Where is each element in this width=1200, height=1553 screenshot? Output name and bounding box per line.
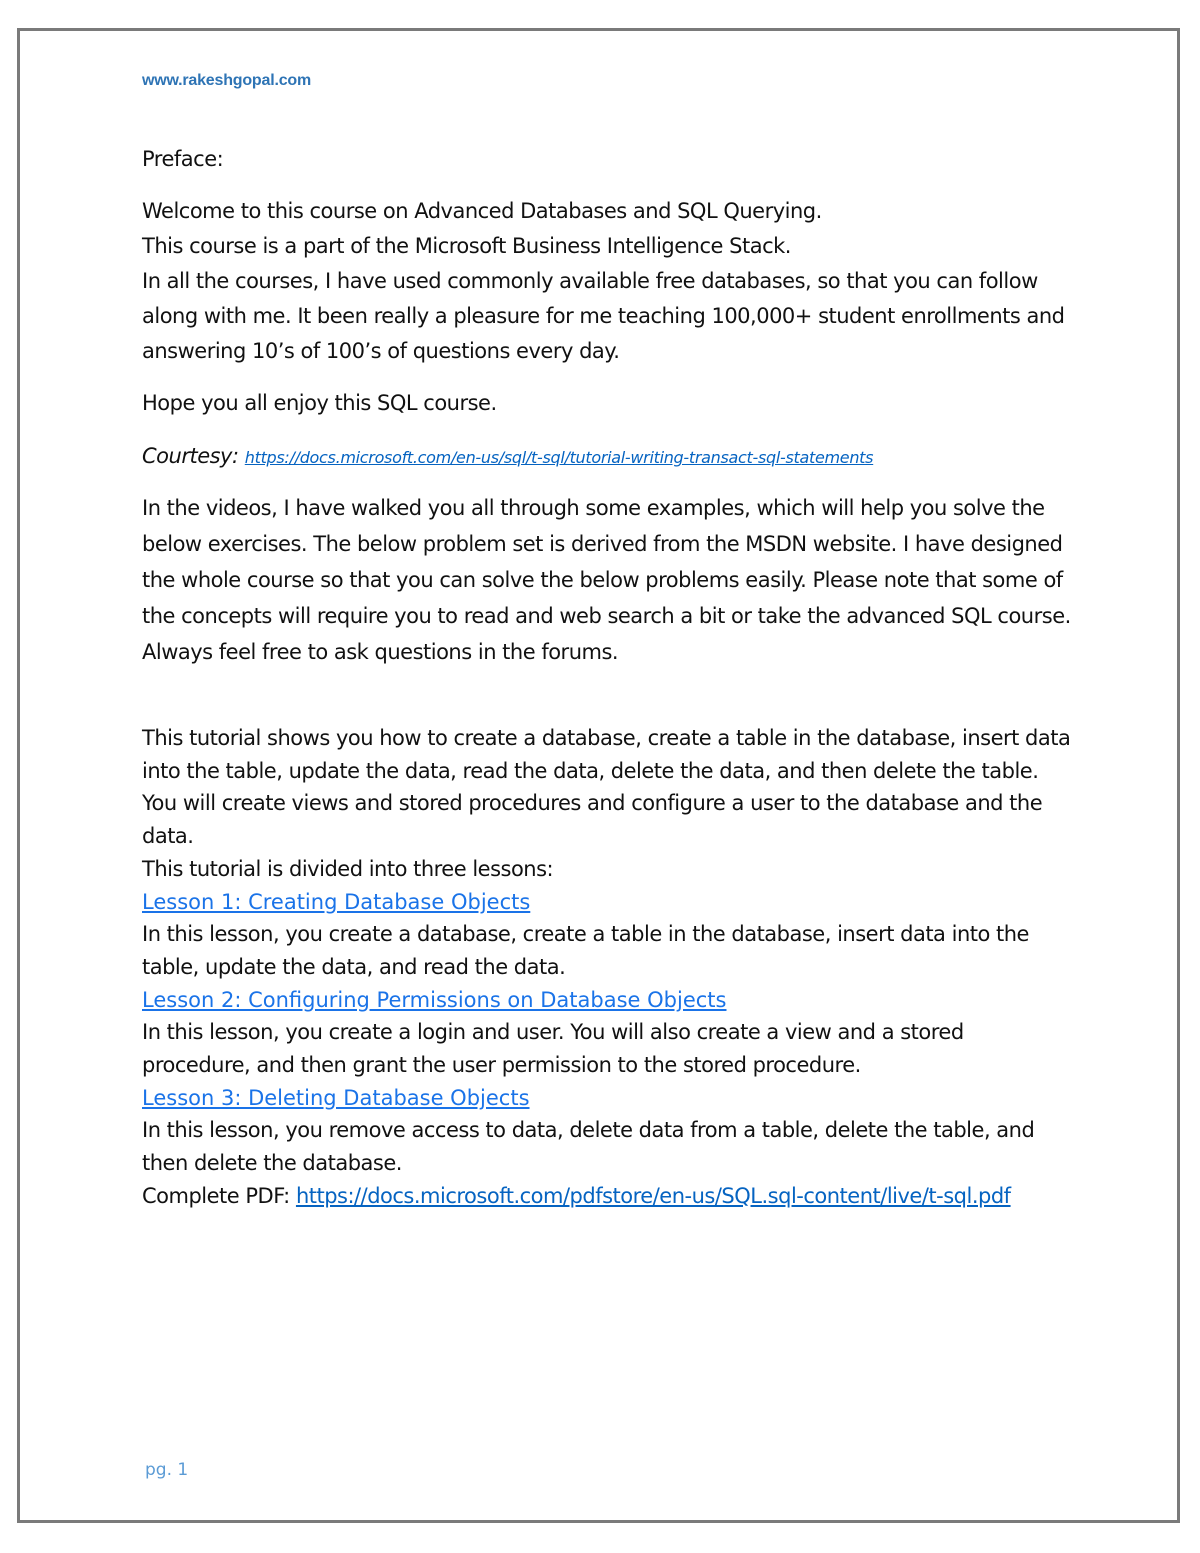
preface-intro	[142, 194, 1072, 369]
videos-paragraph: In the videos, I have walked you all through some examples, which will help you solve the below exercises. The below problem set is derived from the MSDN website. I have designed the whole course so that you can solve the below problems easily. Please note that some of the concepts will require you to read and web search a bit or take the advanced SQL course. Always feel free to ask questions in the forums.	[142, 496, 1071, 664]
lesson-1-description: In this lesson, you create a database, create a table in the database, insert data into the table, update the data, and read the data.	[142, 922, 1029, 979]
tutorial-divided: This tutorial is divided into three lessons:	[142, 856, 554, 881]
hope-line-wrap	[142, 386, 1072, 421]
page-number: pg. 1	[145, 1460, 189, 1480]
lesson-2-link[interactable]: Lesson 2: Configuring Permissions on Database Objects	[142, 987, 727, 1012]
part-of-line: This course is a part of the Microsoft Business Intelligence Stack.	[142, 234, 791, 258]
courtesy-link[interactable]: https://docs.microsoft.com/en-us/sql/t-sql/tutorial-writing-transact-sql-statements	[244, 448, 874, 467]
tutorial-section	[142, 722, 1072, 1213]
complete-pdf-line	[142, 1180, 1072, 1213]
tutorial-intro: This tutorial shows you how to create a database, create a table in the database, insert data into the table, update the data, read the data, delete the data, and then delete the table. You will create views and stored procedures and configure a user to the database and the data.	[142, 726, 1071, 849]
hope-line: Hope you all enjoy this SQL course.	[142, 391, 497, 415]
lesson-1-link[interactable]: Lesson 1: Creating Database Objects	[142, 889, 531, 914]
lesson-3-description: In this lesson, you remove access to data, delete data from a table, delete the table, and then delete the database.	[142, 1118, 1035, 1176]
courtesy-line	[142, 439, 1072, 475]
courtesy-label: Courtesy:	[142, 444, 239, 468]
lesson-2-description: In this lesson, you create a login and user. You will also create a view and a stored procedure, and then grant the user permission to the stored procedure.	[142, 1020, 964, 1078]
courses-note: In all the courses, I have used commonly available free databases, so that you can follow along with me. It been really a pleasure for me teaching 100,000+ student enrollments and answering 10’s of 100’s of questions every day.	[142, 269, 1065, 363]
complete-pdf-link[interactable]: https://docs.microsoft.com/pdfstore/en-us/SQL.sql-content/live/t-sql.pdf	[295, 1183, 1011, 1208]
preface-section	[142, 142, 1072, 177]
header-site-link[interactable]: www.rakeshgopal.com	[142, 72, 311, 89]
preface-heading: Preface:	[142, 147, 224, 171]
lesson-3-link[interactable]: Lesson 3: Deleting Database Objects	[142, 1085, 530, 1110]
welcome-line: Welcome to this course on Advanced Databases and SQL Querying.	[142, 199, 822, 223]
complete-pdf-label: Complete PDF:	[142, 1183, 290, 1208]
videos-paragraph-wrap	[142, 490, 1072, 670]
